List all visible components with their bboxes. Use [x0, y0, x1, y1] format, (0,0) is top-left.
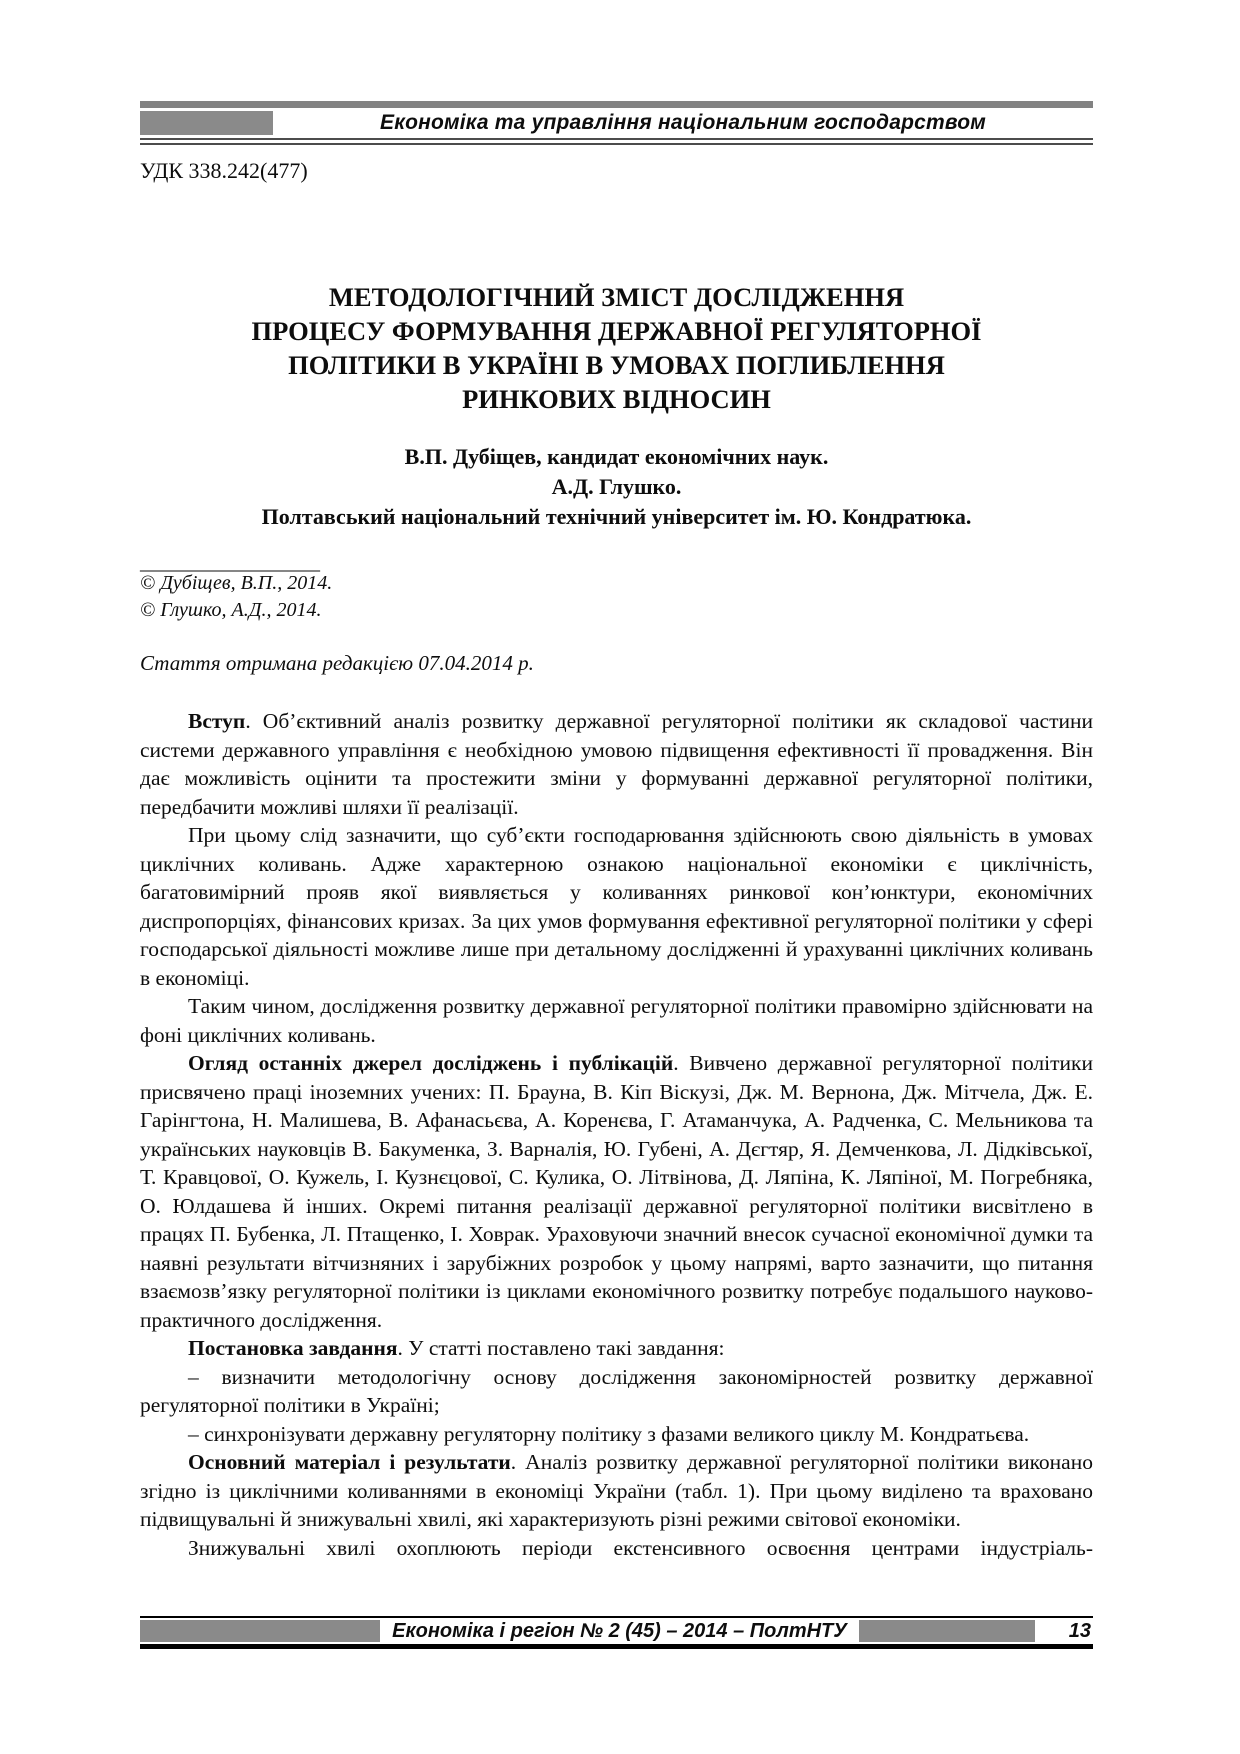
article-title-line: ПОЛІТИКИ В УКРАЇНІ В УМОВАХ ПОГЛИБЛЕННЯ — [288, 350, 945, 380]
article-title-line: РИНКОВИХ ВІДНОСИН — [462, 384, 771, 414]
paragraph-lead: Постановка завдання — [188, 1336, 398, 1360]
running-head — [140, 101, 1093, 145]
udc-code: УДК 338.242(477) — [140, 158, 308, 183]
paragraph — [140, 821, 1093, 992]
footer-gray-block-left — [140, 1620, 380, 1642]
footer-gray-block-right — [859, 1620, 1035, 1642]
footer-bottom-rule — [140, 1644, 1093, 1649]
journal-issue-line: Економіка і регіон № 2 (45) – 2014 – ПолтНТУ — [392, 1619, 847, 1642]
paragraph-text: Знижувальні хвилі охоплюють періоди екстенсивного освоєння центрами індустріаль- — [188, 1535, 1093, 1560]
copyright-line: © Дубіщев, В.П., 2014. — [140, 572, 333, 594]
header-double-rule — [140, 138, 1093, 145]
paragraph-text: . Аналіз розвитку державної регуляторної політики виконано згідно із циклічними коливаннями в економіці України (табл. 1). При цьому виділено та враховано підвищувальні й знижувальні хвилі, які характеризують різні режими світової економіки. — [140, 1450, 1093, 1531]
paragraph-text: . Об’єктивний аналіз розвитку державної регуляторної політики як складової частини системи державного управління є необхідною умовою підвищення ефективності її провадження. Він дає можливість оцінити та простежити зміни у формуванні державної регуляторної політики, передбачити можливі шляхи її реалізації. — [140, 709, 1093, 819]
paragraph-intro — [140, 707, 1093, 821]
footer-row — [140, 1618, 1093, 1644]
paragraph-sources-review — [140, 1049, 1093, 1334]
article-title-line: МЕТОДОЛОГІЧНИЙ ЗМІСТ ДОСЛІДЖЕННЯ — [328, 282, 905, 312]
paragraph-text: – синхронізувати державну регуляторну політику з фазами великого циклу М. Кондратьєва. — [188, 1421, 1030, 1446]
paragraph-lead: Огляд останніх джерел досліджень і публікацій — [188, 1051, 674, 1075]
page-content — [140, 0, 1093, 1562]
copyright-block — [140, 570, 1093, 624]
received-date-line: Стаття отримана редакцією 07.04.2014 р. — [140, 651, 534, 675]
article-title — [140, 280, 1093, 416]
paragraph-task-item — [140, 1363, 1093, 1420]
paragraph — [140, 992, 1093, 1049]
author-line: А.Д. Глушко. — [551, 474, 682, 499]
page-number: 13 — [1068, 1619, 1091, 1642]
article-body — [140, 707, 1093, 1562]
paragraph-lead: Основний матеріал і результати — [188, 1450, 511, 1474]
copyright-line: © Глушко, А.Д., 2014. — [140, 599, 322, 621]
paragraph-task-statement — [140, 1334, 1093, 1363]
header-top-bar — [140, 101, 1093, 108]
header-gray-block — [140, 111, 273, 135]
paragraph-continued — [140, 1534, 1093, 1563]
page-footer — [140, 1616, 1093, 1649]
authors-block — [140, 442, 1093, 532]
paragraph-main-material — [140, 1448, 1093, 1534]
paragraph-text: – визначити методологічну основу дослідження закономірностей розвитку державної регуляторної політики в Україні; — [140, 1364, 1093, 1417]
paragraph-task-item — [140, 1420, 1093, 1449]
paragraph-text: . У статті поставлено такі завдання: — [397, 1336, 725, 1360]
header-row — [140, 110, 1093, 136]
paragraph-text: Таким чином, дослідження розвитку державної регуляторної політики правомірно здійснювати на фоні циклічних коливань. — [140, 994, 1093, 1047]
author-line: В.П. Дубіщев, кандидат економічних наук. — [404, 444, 829, 469]
paragraph-text: . Вивчено державної регуляторної політики присвячено праці іноземних учених: П. Брауна, В. Кіп Віскузі, Дж. М. Вернона, Дж. Мітчела, Дж. Е. Гарінгтона, Н. Малишева, В. Афанасьєва, А. Коренєва, Г. Атаманчука, А. Радченка, С. Мельникова та українських науковців В. Бакуменка, З. Варналія, Ю. Губені, А. Дєгтяр, Я. Демченкова, Л. Дідківської, Т. Кравцової, О. Кужель, І. Кузнєцової, С. Кулика, О. Літвінова, Д. Ляпіна, К. Ляпіної, М. Погребняка, О. Юлдашева й інших. Окремі питання реалізації державної регуляторної політики висвітлено в працях П. Бубенка, Л. Птащенко, І. Ховрак. Ураховуючи значний внесок сучасної економічної думки та наявні результати вітчизняних і зарубіжних розробок у цьому напрямі, варто зазначити, що питання взаємозв’язку регуляторної політики із циклами економічного розвитку потребує подальшого науково-практичного дослідження. — [140, 1051, 1093, 1332]
paragraph-lead: Вступ — [188, 709, 246, 733]
paragraph-text: При цьому слід зазначити, що суб’єкти господарювання здійснюють свою діяльність в умовах циклічних коливань. Адже характерною ознакою національної економіки є циклічність, багатовимірний прояв якої виявляється у коливаннях ринкової кон’юнктури, економічних диспропорціях, фінансових кризах. За цих умов формування ефективної регуляторної політики у сфері господарської діяльності можливе лише при детальному дослідженні й урахуванні циклічних коливань в економіці. — [140, 823, 1093, 990]
copyright-separator: __________________ — [140, 552, 320, 574]
section-title: Економіка та управління національним господарством — [380, 111, 986, 134]
article-title-line: ПРОЦЕСУ ФОРМУВАННЯ ДЕРЖАВНОЇ РЕГУЛЯТОРНОЇ — [251, 316, 982, 346]
affiliation-line: Полтавський національний технічний університет ім. Ю. Кондратюка. — [261, 504, 972, 529]
